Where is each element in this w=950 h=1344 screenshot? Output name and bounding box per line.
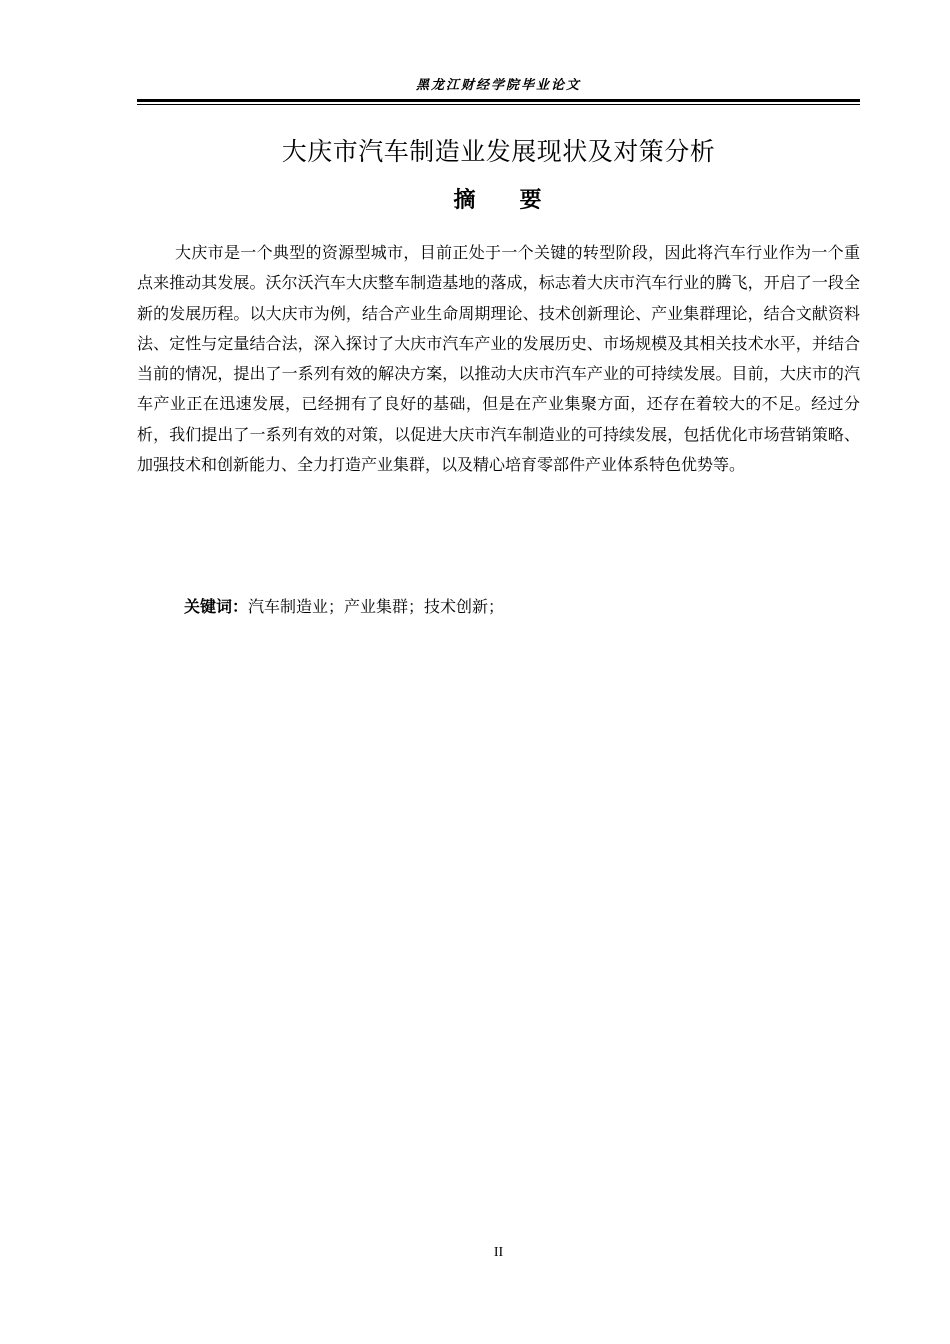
running-header: 黑龙江财经学院毕业论文 [415,78,581,93]
header-rule-thick [137,99,860,102]
page-number: II [493,1245,504,1260]
keywords-text: 汽车制造业；产业集群；技术创新； [248,597,505,616]
abstract-heading-first-char: 摘 [453,188,478,213]
keywords-line [184,593,860,621]
abstract-body: 大庆市是一个典型的资源型城市，目前正处于一个关键的转型阶段，因此将汽车行业作为一个重点来推动其发展。沃尔沃汽车大庆整车制造基地的落成，标志着大庆市汽车行业的腾飞，开启了一段全新的发展历程。以大庆市为例，结合产业生命周期理论、技术创新理论、产业集群理论，结合文献资料法、定性与定量结合法，深入探讨了大庆市汽车产业的发展历史、市场规模及其相关技术水平，并结合当前的情况，提出了一系列有效的解决方案，以推动大庆市汽车产业的可持续发展。目前，大庆市的汽车产业正在迅速发展，已经拥有了良好的基础，但是在产业集聚方面，还存在着较大的不足。经过分析，我们提出了一系列有效的对策，以促进大庆市汽车制造业的可持续发展，包括优化市场营销策略、加强技术和创新能力、全力打造产业集群，以及精心培育零部件产业体系特色优势等。 [137,243,860,475]
paper-title: 大庆市汽车制造业发展现状及对策分析 [281,137,716,166]
keywords-label: 关键词： [184,597,249,616]
abstract-heading [137,183,860,219]
abstract-heading-second-char: 要 [519,188,544,213]
header-rule-thin [137,104,860,105]
